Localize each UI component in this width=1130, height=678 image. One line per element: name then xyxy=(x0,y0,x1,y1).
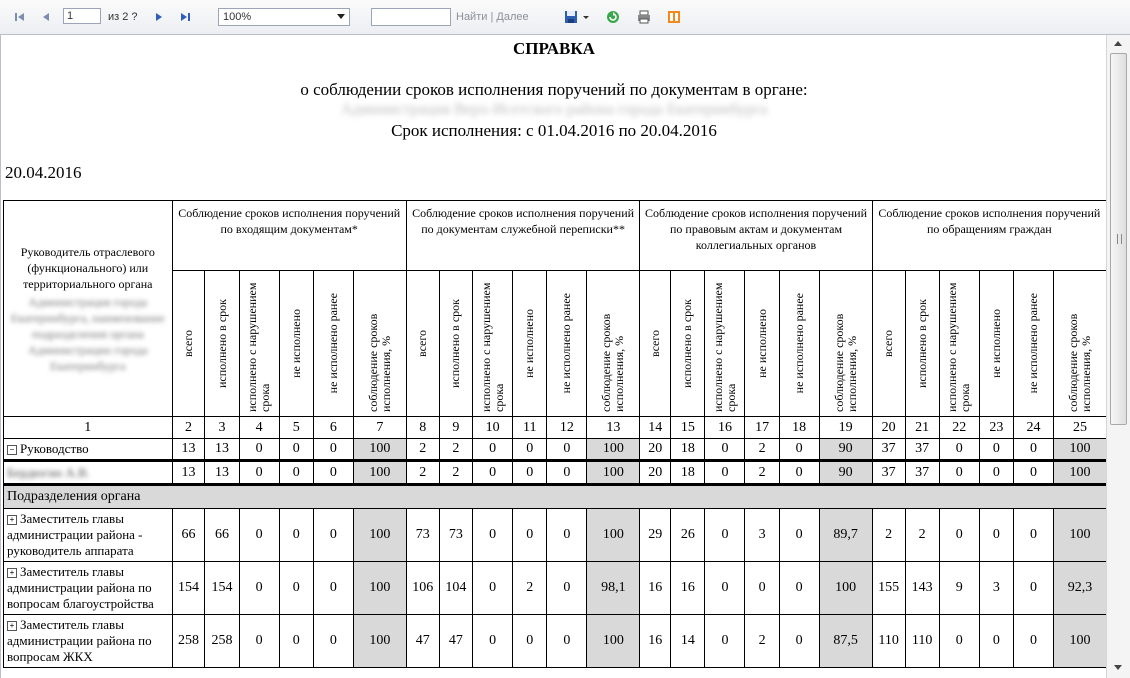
value-cell: 0 xyxy=(473,615,513,668)
value-cell: 100 xyxy=(819,562,872,615)
report-subtitle: о соблюдении сроков исполнения поручений по документам в органе: xyxy=(300,80,808,99)
column-number: 6 xyxy=(313,417,353,439)
value-cell: 0 xyxy=(513,615,547,668)
value-cell: 14 xyxy=(671,615,705,668)
scroll-down-icon[interactable] xyxy=(1111,660,1125,674)
value-cell: 0 xyxy=(779,615,819,668)
value-cell: 18 xyxy=(671,439,705,461)
table-row xyxy=(4,615,1107,668)
subcol-header xyxy=(979,271,1013,417)
print-icon[interactable] xyxy=(636,9,652,25)
value-cell: 104 xyxy=(439,562,472,615)
subcol-header xyxy=(406,271,439,417)
column-number: 23 xyxy=(979,417,1013,439)
value-cell: 0 xyxy=(939,615,979,668)
value-cell: 0 xyxy=(705,439,745,461)
row-label: Бердюгин А.В. xyxy=(7,464,90,480)
value-cell: 0 xyxy=(279,461,313,485)
zoom-select[interactable] xyxy=(218,8,350,26)
value-cell: 73 xyxy=(406,509,439,562)
value-cell: 100 xyxy=(353,562,406,615)
value-cell: 2 xyxy=(406,461,439,485)
value-cell: 0 xyxy=(705,509,745,562)
value-cell: 100 xyxy=(1053,439,1106,461)
value-cell: 37 xyxy=(872,439,905,461)
value-cell: 37 xyxy=(905,461,939,485)
column-number-row xyxy=(4,417,1107,439)
subcol-header xyxy=(1013,271,1053,417)
value-cell: 2 xyxy=(872,509,905,562)
scroll-up-icon[interactable] xyxy=(1111,37,1125,51)
value-cell: 258 xyxy=(205,615,239,668)
scrollbar-thumb[interactable] xyxy=(1110,53,1127,425)
subcol-header-text: всего xyxy=(647,329,662,358)
value-cell: 90 xyxy=(819,439,872,461)
subcol-header-text: не исполнено ранее xyxy=(325,293,340,394)
value-cell: 0 xyxy=(979,461,1013,485)
value-cell: 0 xyxy=(779,439,819,461)
subcol-header xyxy=(473,271,513,417)
expand-icon[interactable]: + xyxy=(7,568,17,578)
value-cell: 2 xyxy=(406,439,439,461)
value-cell: 0 xyxy=(239,615,279,668)
lead-header-text: Руководитель отраслевого (функционального) или территориального органа xyxy=(20,244,155,291)
value-cell: 3 xyxy=(979,562,1013,615)
value-cell: 0 xyxy=(979,615,1013,668)
subcol-header xyxy=(587,271,640,417)
report-toolbar xyxy=(0,0,1130,35)
subcol-header-text: исполнено в срок xyxy=(914,299,929,388)
column-number: 10 xyxy=(473,417,513,439)
value-cell: 110 xyxy=(872,615,905,668)
value-cell: 0 xyxy=(513,439,547,461)
subcol-header xyxy=(205,271,239,417)
value-cell: 0 xyxy=(979,439,1013,461)
column-number: 17 xyxy=(745,417,779,439)
value-cell: 0 xyxy=(1013,615,1053,668)
subcol-header-text: не исполнено ранее xyxy=(791,293,806,394)
value-cell: 13 xyxy=(172,461,205,485)
value-cell: 2 xyxy=(745,439,779,461)
value-cell: 13 xyxy=(172,439,205,461)
value-cell: 13 xyxy=(205,439,239,461)
value-cell: 29 xyxy=(640,509,671,562)
subcol-header-text: исполнено с нарушением срока xyxy=(478,282,506,412)
value-cell: 0 xyxy=(279,509,313,562)
subcol-header xyxy=(279,271,313,417)
first-page-icon[interactable] xyxy=(12,9,28,25)
find-separator: | xyxy=(490,11,494,23)
value-cell: 100 xyxy=(587,615,640,668)
value-cell: 87,5 xyxy=(819,615,872,668)
row-label-cell xyxy=(4,461,173,485)
lead-column-header xyxy=(4,201,173,417)
value-cell: 98,1 xyxy=(587,562,640,615)
column-number: 7 xyxy=(353,417,406,439)
value-cell: 47 xyxy=(406,615,439,668)
value-cell: 16 xyxy=(640,562,671,615)
subcol-header xyxy=(705,271,745,417)
report-period: Срок исполнения: с 01.04.2016 по 20.04.2016 xyxy=(391,121,717,140)
value-cell: 0 xyxy=(1013,562,1053,615)
subcol-header xyxy=(779,271,819,417)
column-number: 25 xyxy=(1053,417,1106,439)
table-row xyxy=(4,461,1107,485)
value-cell: 9 xyxy=(939,562,979,615)
zoom-value: 100% xyxy=(223,11,252,23)
column-number: 24 xyxy=(1013,417,1053,439)
value-cell: 0 xyxy=(239,461,279,485)
column-number: 9 xyxy=(439,417,472,439)
value-cell: 37 xyxy=(905,439,939,461)
subcol-header xyxy=(313,271,353,417)
value-cell: 0 xyxy=(313,509,353,562)
subcol-header xyxy=(172,271,205,417)
find-link[interactable]: Найти xyxy=(456,11,488,23)
next-link[interactable]: Далее xyxy=(496,11,529,23)
column-number: 4 xyxy=(239,417,279,439)
report-date: 20.04.2016 xyxy=(5,163,82,182)
value-cell: 66 xyxy=(172,509,205,562)
search-input[interactable] xyxy=(371,8,451,26)
subcol-header xyxy=(939,271,979,417)
value-cell: 154 xyxy=(172,562,205,615)
value-cell: 73 xyxy=(439,509,472,562)
column-number: 1 xyxy=(4,417,173,439)
value-cell: 16 xyxy=(671,562,705,615)
column-number: 18 xyxy=(779,417,819,439)
value-cell: 0 xyxy=(313,439,353,461)
subcol-header-text: не исполнено xyxy=(988,309,1003,378)
row-label[interactable]: Заместитель главы администрации района - руководитель аппарата xyxy=(7,511,143,558)
subcol-header xyxy=(671,271,705,417)
value-cell: 0 xyxy=(779,509,819,562)
row-label[interactable]: Заместитель главы администрации района по вопросам благоустройства xyxy=(7,564,154,611)
value-cell: 0 xyxy=(939,461,979,485)
value-cell: 0 xyxy=(239,509,279,562)
value-cell: 0 xyxy=(705,562,745,615)
collapse-icon[interactable]: − xyxy=(7,445,17,455)
page-count-label: из 2 ? xyxy=(108,11,138,23)
value-cell: 0 xyxy=(279,615,313,668)
value-cell: 89,7 xyxy=(819,509,872,562)
subcol-header xyxy=(439,271,472,417)
value-cell: 155 xyxy=(872,562,905,615)
value-cell: 110 xyxy=(905,615,939,668)
value-cell: 0 xyxy=(239,439,279,461)
value-cell: 0 xyxy=(473,509,513,562)
subcol-header-text: исполнено в срок xyxy=(680,299,695,388)
column-number: 5 xyxy=(279,417,313,439)
value-cell: 0 xyxy=(979,509,1013,562)
group-header-internal: Соблюдение сроков исполнения поручений по документам служебной переписки** xyxy=(406,201,640,271)
column-number: 8 xyxy=(406,417,439,439)
subcol-header-text: исполнено в срок xyxy=(448,299,463,388)
expand-icon[interactable]: + xyxy=(7,621,17,631)
value-cell: 0 xyxy=(513,461,547,485)
subcol-header-text: исполнено с нарушением срока xyxy=(945,282,973,412)
export-save-icon[interactable] xyxy=(563,9,579,25)
value-cell: 0 xyxy=(547,562,587,615)
prev-page-icon[interactable] xyxy=(38,9,54,25)
column-number: 16 xyxy=(705,417,745,439)
subcol-header-text: не исполнено ранее xyxy=(1025,293,1040,394)
subcol-header xyxy=(905,271,939,417)
row-label-cell xyxy=(4,615,173,668)
subcol-header xyxy=(513,271,547,417)
organization-name: Администрация Верх-Исетского района города Екатеринбурга xyxy=(340,101,768,118)
value-cell: 100 xyxy=(1053,461,1106,485)
column-number: 21 xyxy=(905,417,939,439)
value-cell: 20 xyxy=(640,439,671,461)
value-cell: 0 xyxy=(779,461,819,485)
value-cell: 16 xyxy=(640,615,671,668)
subcol-header-text: не исполнено xyxy=(522,309,537,378)
subcol-header-text: исполнено с нарушением срока xyxy=(710,282,738,412)
subcol-header xyxy=(239,271,279,417)
document-map-icon[interactable] xyxy=(666,9,682,25)
value-cell: 258 xyxy=(172,615,205,668)
column-number: 11 xyxy=(513,417,547,439)
value-cell: 143 xyxy=(905,562,939,615)
row-label[interactable]: Руководство xyxy=(20,441,89,456)
value-cell: 47 xyxy=(439,615,472,668)
next-page-icon[interactable] xyxy=(151,9,167,25)
group-header-incoming: Соблюдение сроков исполнения поручений по входящим документам* xyxy=(172,201,406,271)
subcol-header-text: соблюдение сроков исполнения, % xyxy=(599,313,627,412)
row-label-cell xyxy=(4,439,173,461)
section-row xyxy=(4,485,1107,509)
column-number: 12 xyxy=(547,417,587,439)
subcol-header xyxy=(872,271,905,417)
group-header-legal-acts: Соблюдение сроков исполнения поручений по правовым актам и документам коллегиальных органов xyxy=(640,201,872,271)
column-number: 20 xyxy=(872,417,905,439)
value-cell: 0 xyxy=(473,439,513,461)
value-cell: 26 xyxy=(671,509,705,562)
column-number: 22 xyxy=(939,417,979,439)
subcol-header-text: всего xyxy=(881,329,896,358)
value-cell: 100 xyxy=(353,615,406,668)
table-row xyxy=(4,562,1107,615)
column-number: 3 xyxy=(205,417,239,439)
value-cell: 2 xyxy=(513,562,547,615)
value-cell: 100 xyxy=(353,509,406,562)
value-cell: 2 xyxy=(745,461,779,485)
subcol-header xyxy=(640,271,671,417)
subcol-header-text: не исполнено xyxy=(754,309,769,378)
subcol-header xyxy=(819,271,872,417)
value-cell: 3 xyxy=(745,509,779,562)
value-cell: 0 xyxy=(779,562,819,615)
column-number: 13 xyxy=(587,417,640,439)
table-row xyxy=(4,439,1107,461)
subcol-header-text: исполнено с нарушением срока xyxy=(245,282,273,412)
value-cell: 0 xyxy=(513,509,547,562)
subcol-header xyxy=(1053,271,1106,417)
value-cell: 100 xyxy=(353,461,406,485)
value-cell: 0 xyxy=(239,562,279,615)
value-cell: 0 xyxy=(939,509,979,562)
value-cell: 20 xyxy=(640,461,671,485)
report-title: СПРАВКА xyxy=(513,39,595,58)
group-header-citizens: Соблюдение сроков исполнения поручений по обращениям граждан xyxy=(872,201,1106,271)
value-cell: 2 xyxy=(745,615,779,668)
subcol-header-text: всего xyxy=(180,329,195,358)
value-cell: 0 xyxy=(705,461,745,485)
value-cell: 13 xyxy=(205,461,239,485)
row-label-cell xyxy=(4,562,173,615)
value-cell: 0 xyxy=(1013,439,1053,461)
subcol-header xyxy=(353,271,406,417)
row-label-cell xyxy=(4,509,173,562)
value-cell: 0 xyxy=(745,562,779,615)
section-label: Подразделения органа xyxy=(4,485,1107,509)
value-cell: 66 xyxy=(205,509,239,562)
value-cell: 100 xyxy=(1053,509,1106,562)
value-cell: 0 xyxy=(547,509,587,562)
value-cell: 37 xyxy=(872,461,905,485)
subcol-header-text: всего xyxy=(415,329,430,358)
value-cell: 0 xyxy=(1013,509,1053,562)
report-table xyxy=(3,200,1107,668)
value-cell: 0 xyxy=(939,439,979,461)
row-label[interactable]: Заместитель главы администрации района по вопросам ЖКХ xyxy=(7,617,152,664)
report-viewer xyxy=(0,35,1107,678)
value-cell: 100 xyxy=(587,461,640,485)
value-cell: 0 xyxy=(313,562,353,615)
value-cell: 154 xyxy=(205,562,239,615)
value-cell: 106 xyxy=(406,562,439,615)
value-cell: 0 xyxy=(279,562,313,615)
value-cell: 18 xyxy=(671,461,705,485)
scrollbar-grip xyxy=(1117,234,1122,244)
export-dropdown-icon[interactable] xyxy=(581,9,591,25)
subcol-header-text: исполнено в срок xyxy=(214,299,229,388)
value-cell: 100 xyxy=(1053,615,1106,668)
value-cell: 0 xyxy=(313,461,353,485)
value-cell: 0 xyxy=(547,615,587,668)
column-number: 2 xyxy=(172,417,205,439)
expand-icon[interactable]: + xyxy=(7,515,17,525)
column-number: 19 xyxy=(819,417,872,439)
value-cell: 2 xyxy=(905,509,939,562)
value-cell: 0 xyxy=(547,439,587,461)
value-cell: 2 xyxy=(439,461,472,485)
subcol-header-text: не исполнено ранее xyxy=(559,293,574,394)
column-number: 15 xyxy=(671,417,705,439)
subcol-header xyxy=(745,271,779,417)
chevron-down-icon xyxy=(337,14,345,19)
value-cell: 0 xyxy=(313,615,353,668)
last-page-icon[interactable] xyxy=(177,9,193,25)
subcol-header-text: соблюдение сроков исполнения, % xyxy=(1065,313,1093,412)
value-cell: 0 xyxy=(473,562,513,615)
subcol-header-text: не исполнено xyxy=(288,309,303,378)
value-cell: 92,3 xyxy=(1053,562,1106,615)
table-row xyxy=(4,509,1107,562)
value-cell: 0 xyxy=(473,461,513,485)
refresh-icon[interactable] xyxy=(605,9,621,25)
value-cell: 0 xyxy=(705,615,745,668)
subcol-header-text: соблюдение сроков исполнения, % xyxy=(831,313,859,412)
value-cell: 0 xyxy=(279,439,313,461)
value-cell: 100 xyxy=(353,439,406,461)
vertical-scrollbar[interactable] xyxy=(1106,35,1130,678)
value-cell: 100 xyxy=(587,509,640,562)
subcol-header-text: соблюдение сроков исполнения, % xyxy=(365,313,393,412)
subcol-header xyxy=(547,271,587,417)
value-cell: 100 xyxy=(587,439,640,461)
page-number-input[interactable]: 1 xyxy=(63,8,101,24)
column-number: 14 xyxy=(640,417,671,439)
value-cell: 90 xyxy=(819,461,872,485)
value-cell: 2 xyxy=(439,439,472,461)
lead-header-blurred: Администрация города Екатеринбурга, наименование подразделения органа Администрации города Екатеринбурга xyxy=(10,294,165,373)
value-cell: 0 xyxy=(547,461,587,485)
value-cell: 0 xyxy=(1013,461,1053,485)
